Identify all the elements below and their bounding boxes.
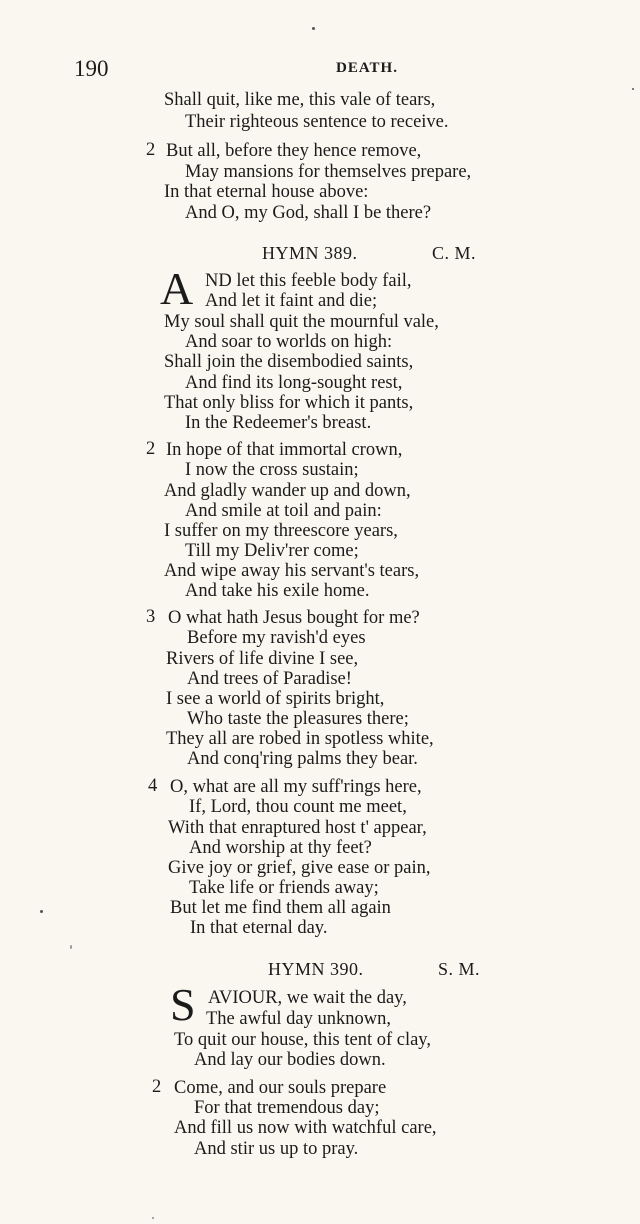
verse-line: But all, before they hence remove,: [166, 141, 422, 161]
verse-line: And gladly wander up and down,: [164, 481, 411, 501]
verse-line: Who taste the pleasures there;: [187, 709, 409, 729]
verse-line: And fill us now with watchful care,: [174, 1118, 437, 1138]
verse-line: In that eternal house above:: [164, 182, 369, 202]
verse-line: In hope of that immortal crown,: [166, 440, 403, 460]
verse-line: I now the cross sustain;: [185, 460, 359, 480]
verse-line: Their righteous sentence to receive.: [185, 112, 449, 132]
verse-line: ND let this feeble body fail,: [205, 271, 412, 291]
verse-number: 4: [148, 776, 158, 796]
verse-line: Take life or friends away;: [189, 878, 379, 898]
drop-cap: A: [160, 263, 194, 314]
print-speck: [40, 910, 43, 913]
verse-line: That only bliss for which it pants,: [164, 393, 414, 413]
verse-line: Come, and our souls prepare: [174, 1078, 387, 1098]
verse-line: And worship at thy feet?: [189, 838, 372, 858]
verse-line: And O, my God, shall I be there?: [185, 203, 432, 223]
verse-line: In the Redeemer's breast.: [185, 413, 372, 433]
verse-line: And find its long-sought rest,: [185, 373, 403, 393]
verse-line: For that tremendous day;: [194, 1098, 380, 1118]
hymn-meter: S. M.: [438, 959, 481, 979]
verse-line: If, Lord, thou count me meet,: [189, 797, 407, 817]
verse-line: In that eternal day.: [190, 918, 328, 938]
verse-line: And soar to worlds on high:: [185, 332, 393, 352]
verse-line: Before my ravish'd eyes: [187, 628, 366, 648]
verse-line: With that enraptured host t' appear,: [168, 818, 427, 838]
verse-line: O what hath Jesus bought for me?: [168, 608, 420, 628]
verse-line: And let it faint and die;: [205, 291, 378, 311]
hymn-title: HYMN 389.: [262, 243, 358, 263]
verse-number: 2: [152, 1077, 162, 1097]
verse-line: O, what are all my suff'rings here,: [170, 777, 422, 797]
verse-line: Shall quit, like me, this vale of tears,: [164, 90, 436, 110]
verse-line: And stir us up to pray.: [194, 1139, 359, 1159]
hymn-title: HYMN 390.: [268, 959, 364, 979]
verse-line: And take his exile home.: [185, 581, 370, 601]
page-header: [74, 56, 554, 86]
verse-line: To quit our house, this tent of clay,: [174, 1030, 431, 1050]
verse-line: Till my Deliv'rer come;: [185, 541, 359, 561]
verse-line: And lay our bodies down.: [194, 1050, 386, 1070]
print-speck: [312, 27, 315, 30]
verse-line: But let me find them all again: [170, 898, 391, 918]
verse-line: And trees of Paradise!: [187, 669, 352, 689]
drop-cap: S: [170, 979, 196, 1030]
verse-line: AVIOUR, we wait the day,: [208, 988, 407, 1008]
verse-line: My soul shall quit the mournful vale,: [164, 312, 439, 332]
verse-line: And smile at toil and pain:: [185, 501, 382, 521]
running-title: DEATH.: [336, 60, 398, 76]
print-speck: [70, 945, 72, 949]
page-number: 190: [74, 56, 109, 81]
verse-line: They all are robed in spotless white,: [166, 729, 434, 749]
verse-number: 3: [146, 607, 156, 627]
verse-line: And conq'ring palms they bear.: [187, 749, 418, 769]
verse-line: May mansions for themselves prepare,: [185, 162, 472, 182]
verse-line: Shall join the disembodied saints,: [164, 352, 414, 372]
verse-number: 2: [146, 140, 156, 160]
verse-line: And wipe away his servant's tears,: [164, 561, 420, 581]
hymn-meter: C. M.: [432, 243, 477, 263]
verse-line: I see a world of spirits bright,: [166, 689, 385, 709]
verse-line: Rivers of life divine I see,: [166, 649, 359, 669]
print-speck: [152, 1217, 154, 1219]
verse-line: I suffer on my threescore years,: [164, 521, 398, 541]
verse-number: 2: [146, 439, 156, 459]
verse-line: The awful day unknown,: [206, 1009, 391, 1029]
verse-line: Give joy or grief, give ease or pain,: [168, 858, 431, 878]
print-speck: [632, 88, 634, 90]
